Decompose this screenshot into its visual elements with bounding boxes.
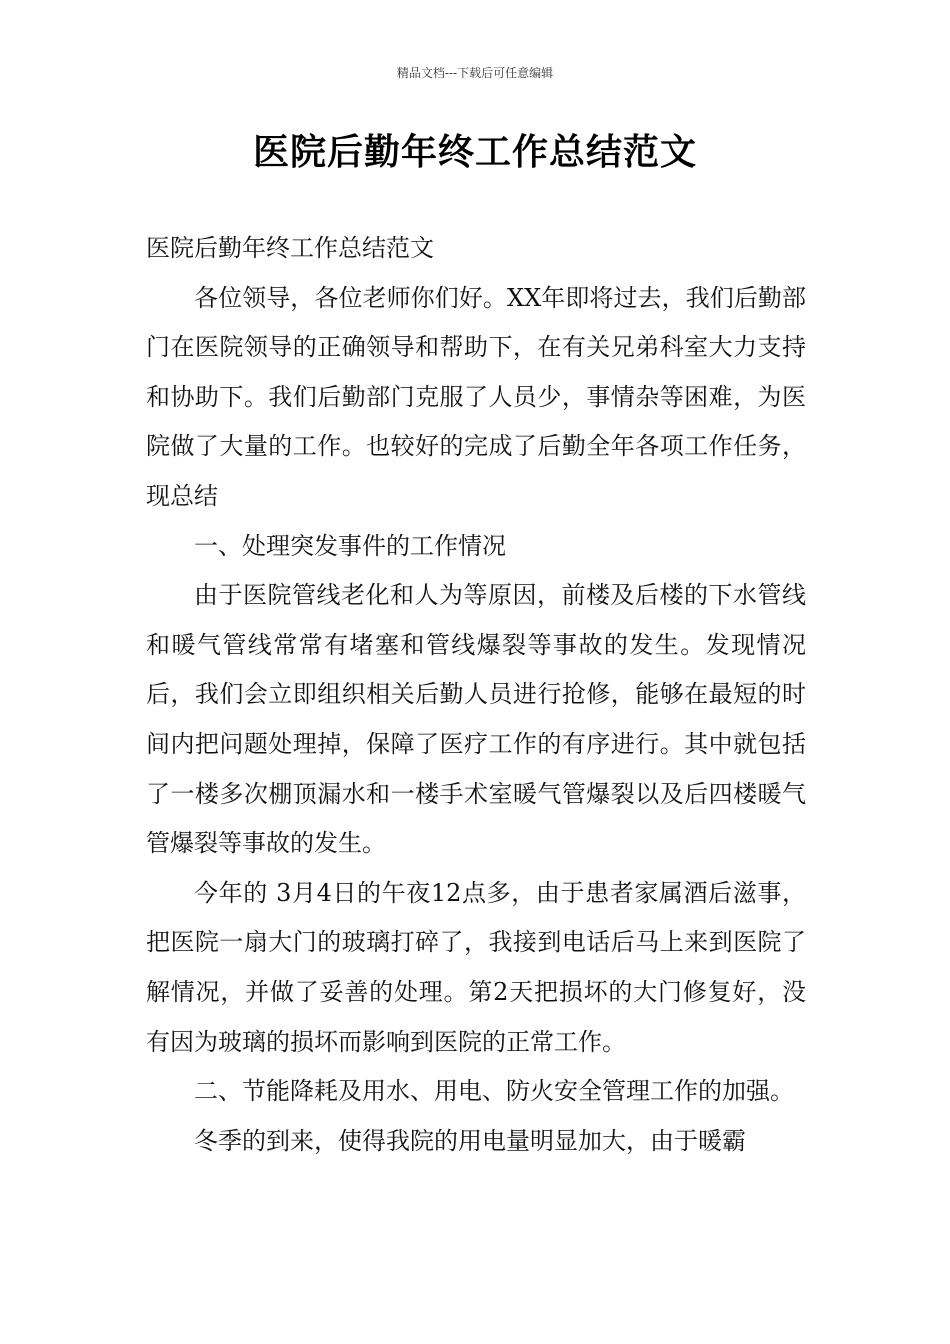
- body-paragraph: 今年的 3月4日的午夜12点多，由于患者家属酒后滋事，把医院一扇大门的玻璃打碎了，我接到电话后马上来到医院了解情况，并做了妥善的处理。第2天把损坏的大门修复好，没有因为玻璃的损坏而影响到医院的正常工作。: [146, 878, 806, 1056]
- section-heading-2: 二、节能降耗及用水、用电、防火安全管理工作的加强。: [194, 1077, 794, 1106]
- body-paragraph: 冬季的到来，使得我院的用电量明显加大，由于暖霸: [194, 1126, 746, 1155]
- document-title: 医院后勤年终工作总结范文: [252, 131, 697, 173]
- subtitle-paragraph: 医院后勤年终工作总结范文: [146, 234, 434, 262]
- header-note: 精品文档---下载后可任意编辑: [396, 66, 554, 80]
- intro-paragraph: 各位领导，各位老师你们好。XX年即将过去，我们后勤部门在医院领导的正确领导和帮助下，在有关兄弟科室大力支持和协助下。我们后勤部门克服了人员少，事情杂等困难，为医院做了大量的工作。也较好的完成了后勤全年各项工作任务，现总结: [146, 283, 806, 510]
- body-paragraph: 由于医院管线老化和人为等原因，前楼及后楼的下水管线和暖气管线常常有堵塞和管线爆裂等事故的发生。发现情况后，我们会立即组织相关后勤人员进行抢修，能够在最短的时间内把问题处理掉，保障了医疗工作的有序进行。其中就包括了一楼多次棚顶漏水和一楼手术室暖气管爆裂以及后四楼暖气管爆裂等事故的发生。: [146, 581, 806, 858]
- document-body: [146, 224, 806, 1166]
- section-heading-1: 一、处理突发事件的工作情况: [194, 531, 506, 560]
